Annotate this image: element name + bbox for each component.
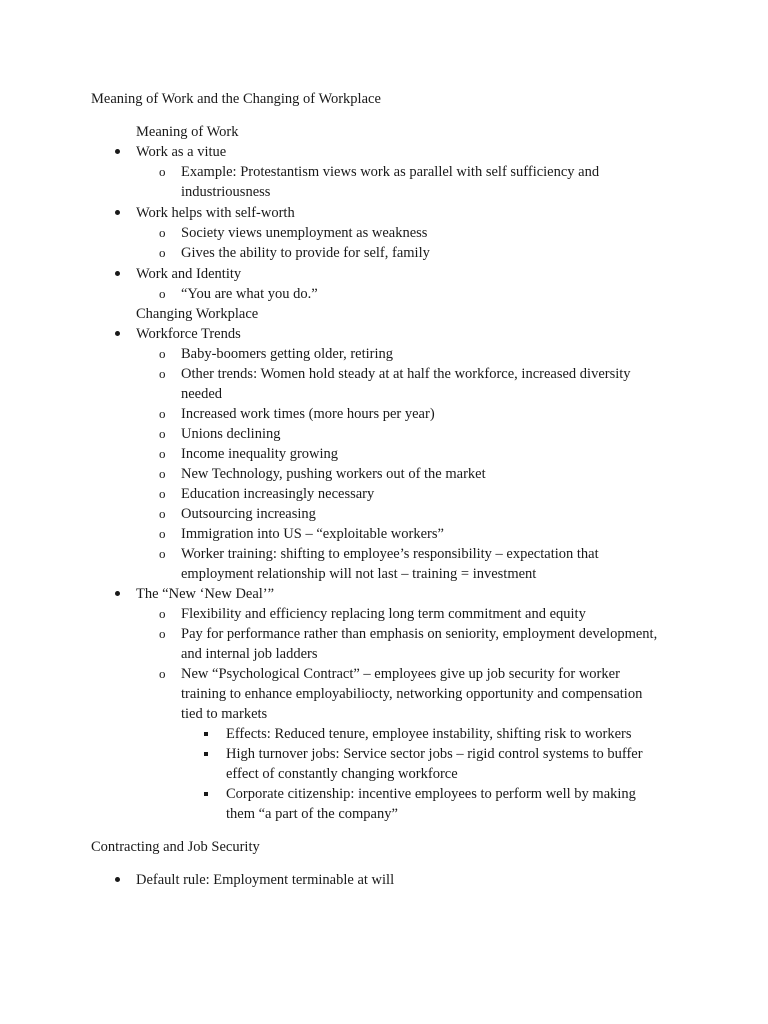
bullet-circle-icon: o [159, 346, 166, 361]
list-item-new-technology: New Technology, pushing workers out of the market [181, 466, 486, 482]
bullet-circle-icon: o [159, 666, 166, 681]
bullet-disc-icon [115, 271, 120, 276]
bullet-circle-icon: o [159, 426, 166, 441]
list-item-other-trends-line1: Other trends: Women hold steady at at half the workforce, increased diversity [181, 366, 631, 382]
bullet-square-icon [204, 732, 208, 736]
contracting-heading: Contracting and Job Security [91, 839, 260, 855]
bullet-circle-icon: o [159, 626, 166, 641]
bullet-disc-icon [115, 877, 120, 882]
list-item-pay-performance-line1: Pay for performance rather than emphasis on seniority, employment development, [181, 626, 658, 642]
bullet-circle-icon: o [159, 406, 166, 421]
bullet-circle-icon: o [159, 286, 166, 301]
bullet-circle-icon: o [159, 245, 166, 260]
list-item-outsourcing: Outsourcing increasing [181, 506, 316, 522]
list-item-unemployment: Society views unemployment as weakness [181, 225, 428, 241]
list-item-other-trends-line2: needed [181, 386, 223, 402]
list-item-new-deal: The “New ‘New Deal’” [136, 586, 275, 602]
list-item-workforce-trends: Workforce Trends [136, 326, 241, 342]
bullet-circle-icon: o [159, 486, 166, 501]
bullet-circle-icon: o [159, 164, 166, 179]
bullet-disc-icon [115, 210, 120, 215]
bullet-disc-icon [115, 591, 120, 596]
list-item-work-as-vitue: Work as a vitue [136, 144, 227, 160]
list-item-psych-contract-line1: New “Psychological Contract” – employees give up job security for worker [181, 666, 620, 682]
bullet-circle-icon: o [159, 366, 166, 381]
bullet-disc-icon [115, 149, 120, 154]
bullet-circle-icon: o [159, 606, 166, 621]
list-item-unions: Unions declining [181, 426, 281, 442]
list-item-flexibility: Flexibility and efficiency replacing long term commitment and equity [181, 606, 586, 622]
bullet-circle-icon: o [159, 225, 166, 240]
list-item-psych-contract-line3: tied to markets [181, 706, 268, 722]
list-item-corporate-citizenship-line1: Corporate citizenship: incentive employees to perform well by making [226, 786, 636, 802]
list-item-high-turnover-line1: High turnover jobs: Service sector jobs – rigid control systems to buffer [226, 746, 643, 762]
bullet-circle-icon: o [159, 526, 166, 541]
bullet-square-icon [204, 792, 208, 796]
list-item-immigration: Immigration into US – “exploitable workers” [181, 526, 444, 542]
list-item-pay-performance-line2: and internal job ladders [181, 646, 318, 662]
bullet-disc-icon [115, 331, 120, 336]
list-item-default-rule: Default rule: Employment terminable at will [136, 872, 395, 888]
list-item-worker-training-line2: employment relationship will not last – training = investment [181, 566, 537, 582]
list-item-example-line2: industriousness [181, 184, 271, 200]
list-item-provide: Gives the ability to provide for self, family [181, 245, 430, 261]
bullet-circle-icon: o [159, 506, 166, 521]
list-item-example-line1: Example: Protestantism views work as parallel with self sufficiency and [181, 164, 600, 180]
list-item-you-are-what-you-do: “You are what you do.” [181, 286, 318, 302]
list-item-income-inequality: Income inequality growing [181, 446, 339, 462]
bullet-circle-icon: o [159, 446, 166, 461]
list-item-education: Education increasingly necessary [181, 486, 375, 502]
list-item-high-turnover-line2: effect of constantly changing workforce [226, 766, 458, 782]
list-item-effects: Effects: Reduced tenure, employee instability, shifting risk to workers [226, 726, 632, 742]
list-item-work-identity: Work and Identity [136, 266, 242, 282]
list-item-self-worth: Work helps with self-worth [136, 205, 295, 221]
list-item-corporate-citizenship-line2: them “a part of the company” [226, 806, 398, 822]
bullet-circle-icon: o [159, 466, 166, 481]
bullet-square-icon [204, 752, 208, 756]
meaning-of-work-heading: Meaning of Work [136, 124, 239, 140]
list-item-baby-boomers: Baby-boomers getting older, retiring [181, 346, 394, 362]
list-item-psych-contract-line2: training to enhance employabiliocty, networking opportunity and compensation [181, 686, 643, 702]
bullet-circle-icon: o [159, 546, 166, 561]
document-title: Meaning of Work and the Changing of Workplace [91, 91, 381, 107]
list-item-worker-training-line1: Worker training: shifting to employee’s responsibility – expectation that [181, 546, 599, 562]
changing-workplace-heading: Changing Workplace [136, 306, 259, 322]
list-item-work-times: Increased work times (more hours per year) [181, 406, 435, 422]
